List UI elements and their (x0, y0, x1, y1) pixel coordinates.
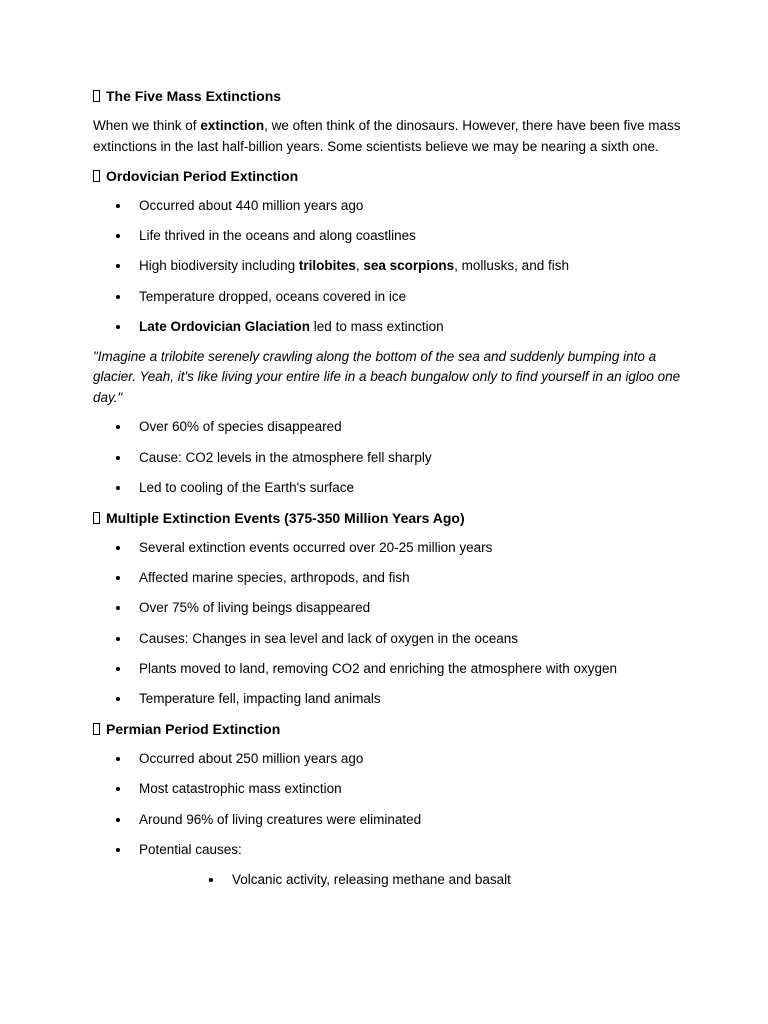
multiple-list (93, 538, 683, 709)
document-title-text: The Five Mass Extinctions (106, 88, 282, 104)
bullet-icon (116, 546, 120, 550)
bullet-icon (116, 606, 120, 610)
document-content (93, 86, 683, 900)
section-heading-permian (93, 719, 683, 739)
intro-paragraph (93, 116, 683, 157)
bullet-icon (116, 787, 120, 791)
section-heading-multiple (93, 508, 683, 528)
ordovician-list (93, 196, 683, 337)
list-item (93, 226, 683, 246)
list-item (93, 317, 683, 337)
intro-text-end: , we often think of the dinosaurs. However, there have been five mass extinctions in the last half-billion years. Some scientists believe we may be nearing a sixth one. (93, 118, 681, 154)
list-item (93, 629, 683, 649)
list-item-text: Volcanic activity, releasing methane and basalt (232, 871, 511, 887)
list-item-text: , mollusks, and fish (454, 258, 569, 274)
list-item (93, 417, 683, 437)
list-item (93, 196, 683, 216)
intro-text-start: When we think of (93, 118, 201, 133)
list-item-text: Over 75% of living beings disappeared (139, 600, 371, 616)
list-item-text: High biodiversity including (139, 258, 299, 274)
list-item-text: , (355, 258, 364, 274)
list-item (93, 538, 683, 558)
list-item (93, 810, 683, 830)
list-item-text: Over 60% of species disappeared (139, 419, 342, 435)
permian-list (93, 749, 683, 890)
list-item (93, 598, 683, 618)
list-item-text: Life thrived in the oceans and along coastlines (139, 228, 416, 244)
list-item-text: Led to cooling of the Earth's surface (139, 479, 354, 495)
list-item-text: Temperature dropped, oceans covered in ice (139, 288, 407, 304)
section-heading-ordovician (93, 166, 683, 186)
list-item (93, 256, 683, 276)
quote-paragraph: "Imagine a trilobite serenely crawling along the bottom of the sea and suddenly bumping into a glacier. Yeah, it's like living your entire life in a beach bungalow only to find yourself in an igloo one day." (93, 348, 681, 405)
bullet-icon (116, 486, 120, 490)
missing-glyph-icon (93, 723, 100, 735)
list-item (93, 659, 683, 679)
list-item (93, 448, 683, 468)
bullet-icon (116, 456, 120, 460)
list-item-text: Temperature fell, impacting land animals (139, 690, 381, 706)
list-item (93, 478, 683, 498)
bold-term: Late Ordovician Glaciation (139, 318, 311, 334)
bullet-icon (116, 637, 120, 641)
intro-bold-term: extinction (200, 118, 265, 133)
section-heading-text: Multiple Extinction Events (375-350 Million Years Ago) (106, 510, 465, 526)
missing-glyph-icon (93, 90, 100, 102)
list-item (139, 870, 683, 890)
list-item (93, 287, 683, 307)
missing-glyph-icon (93, 512, 100, 524)
bullet-icon (209, 878, 213, 882)
ordovician-results-list (93, 417, 683, 497)
list-item (93, 568, 683, 588)
list-item-text: Causes: Changes in sea level and lack of oxygen in the oceans (139, 630, 518, 646)
list-item-text: Several extinction events occurred over 20-25 million years (139, 540, 493, 555)
bullet-icon (116, 697, 120, 701)
bullet-icon (116, 425, 120, 429)
bullet-icon (116, 234, 120, 238)
bullet-icon (116, 818, 120, 822)
missing-glyph-icon (93, 170, 100, 182)
document-title (93, 86, 683, 106)
list-item-text: Around 96% of living creatures were eliminated (139, 811, 422, 827)
list-item (93, 689, 683, 709)
list-item-text: led to mass extinction (310, 318, 444, 334)
list-item (93, 779, 683, 799)
bullet-icon (116, 204, 120, 208)
bullet-icon (116, 576, 120, 580)
bullet-icon (116, 848, 120, 852)
bold-term: sea scorpions (363, 258, 455, 274)
list-item (93, 840, 683, 890)
list-item-text: Occurred about 440 million years ago (139, 198, 364, 213)
section-heading-text: Ordovician Period Extinction (106, 168, 299, 184)
list-item-text: Cause: CO2 levels in the atmosphere fell sharply (139, 449, 432, 465)
list-item-text: Occurred about 250 million years ago (139, 751, 364, 767)
potential-causes-sublist (139, 870, 683, 890)
list-item-text: Plants moved to land, removing CO2 and enriching the atmosphere with oxygen (139, 660, 618, 676)
bullet-icon (116, 295, 120, 299)
list-item-text: Potential causes: (139, 841, 242, 857)
list-item (93, 749, 683, 769)
section-heading-text: Permian Period Extinction (106, 721, 281, 738)
bullet-icon (116, 667, 120, 671)
list-item-text: Most catastrophic mass extinction (139, 781, 342, 797)
bold-term: trilobites (298, 258, 356, 274)
bullet-icon (116, 757, 120, 761)
bullet-icon (116, 264, 120, 268)
list-item-text: Affected marine species, arthropods, and fish (139, 570, 410, 586)
bullet-icon (116, 325, 120, 329)
